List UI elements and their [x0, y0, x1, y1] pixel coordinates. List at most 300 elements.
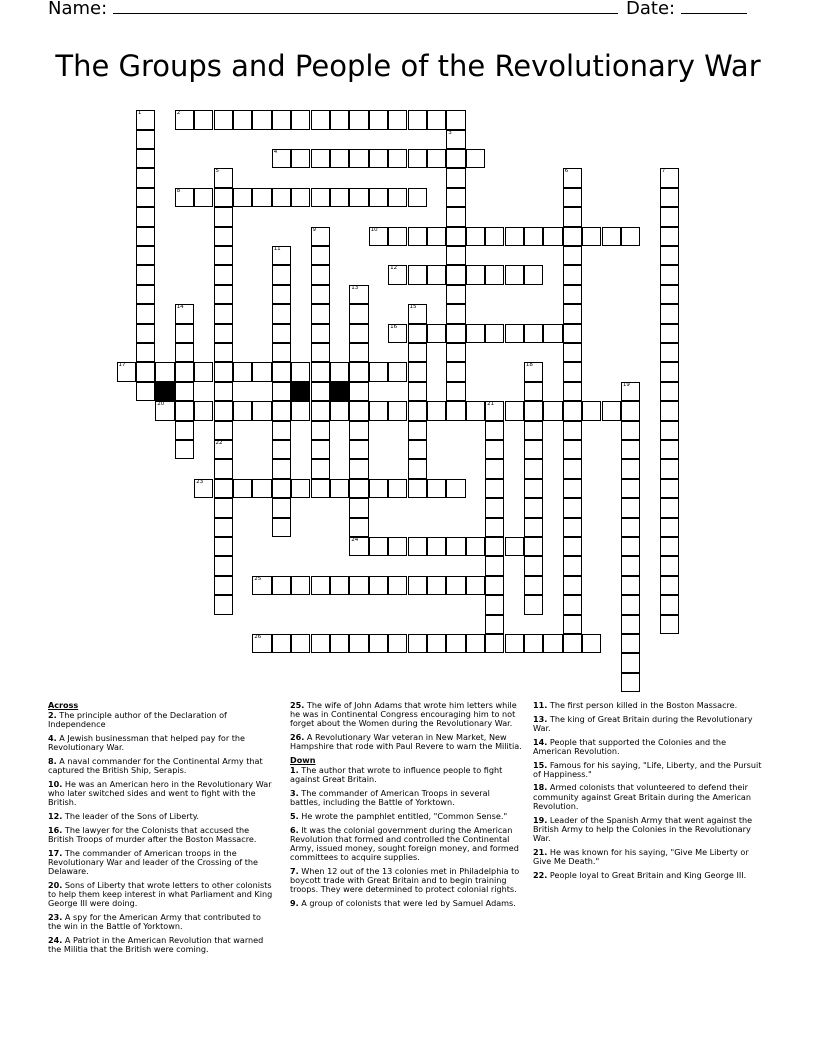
grid-cell[interactable] [136, 246, 155, 265]
grid-cell[interactable] [136, 130, 155, 149]
grid-cell[interactable] [621, 401, 640, 420]
grid-cell[interactable] [136, 324, 155, 343]
name-line[interactable] [113, 0, 618, 14]
grid-cell[interactable] [272, 285, 291, 304]
grid-cell[interactable] [466, 537, 485, 556]
grid-cell[interactable] [349, 362, 368, 381]
grid-cell[interactable] [621, 595, 640, 614]
grid-cell[interactable] [194, 188, 213, 207]
grid-cell[interactable] [272, 304, 291, 323]
grid-cell[interactable] [621, 556, 640, 575]
date-line[interactable] [681, 0, 747, 14]
grid-cell[interactable] [214, 382, 233, 401]
grid-cell[interactable] [349, 479, 368, 498]
grid-cell[interactable] [408, 382, 427, 401]
grid-cell[interactable] [446, 576, 465, 595]
grid-cell[interactable] [136, 110, 155, 129]
grid-cell[interactable] [408, 634, 427, 653]
grid-cell[interactable] [349, 188, 368, 207]
grid-cell[interactable] [272, 324, 291, 343]
grid-cell[interactable] [446, 246, 465, 265]
grid-cell[interactable] [388, 265, 407, 284]
grid-cell[interactable] [349, 285, 368, 304]
grid-cell[interactable] [582, 401, 601, 420]
grid-cell[interactable] [408, 576, 427, 595]
grid-cell[interactable] [446, 362, 465, 381]
grid-cell[interactable] [660, 615, 679, 634]
grid-cell[interactable] [214, 227, 233, 246]
grid-cell[interactable] [388, 576, 407, 595]
grid-cell[interactable] [272, 459, 291, 478]
grid-cell[interactable] [524, 576, 543, 595]
grid-cell[interactable] [446, 479, 465, 498]
grid-cell[interactable] [175, 324, 194, 343]
grid-cell[interactable] [408, 304, 427, 323]
grid-cell[interactable] [621, 421, 640, 440]
grid-cell[interactable] [505, 537, 524, 556]
grid-cell[interactable] [408, 265, 427, 284]
grid-cell[interactable] [505, 634, 524, 653]
grid-cell[interactable] [291, 110, 310, 129]
grid-cell[interactable] [660, 537, 679, 556]
grid-cell[interactable] [311, 459, 330, 478]
grid-cell[interactable] [505, 401, 524, 420]
grid-cell[interactable] [311, 265, 330, 284]
grid-cell[interactable] [485, 615, 504, 634]
grid-cell[interactable] [175, 110, 194, 129]
grid-cell[interactable] [369, 227, 388, 246]
grid-cell[interactable] [252, 188, 271, 207]
grid-cell[interactable] [485, 265, 504, 284]
grid-cell[interactable] [369, 188, 388, 207]
grid-cell[interactable] [466, 149, 485, 168]
grid-cell[interactable] [408, 440, 427, 459]
grid-cell[interactable] [446, 634, 465, 653]
grid-cell[interactable] [330, 479, 349, 498]
grid-cell[interactable] [175, 188, 194, 207]
grid-cell[interactable] [660, 401, 679, 420]
grid-cell[interactable] [524, 401, 543, 420]
grid-cell[interactable] [485, 595, 504, 614]
grid-cell[interactable] [175, 343, 194, 362]
grid-cell[interactable] [660, 343, 679, 362]
grid-cell[interactable] [621, 479, 640, 498]
grid-cell[interactable] [369, 576, 388, 595]
grid-cell[interactable] [349, 421, 368, 440]
grid-cell[interactable] [194, 401, 213, 420]
grid-cell[interactable] [621, 634, 640, 653]
grid-cell[interactable] [136, 362, 155, 381]
grid-cell[interactable] [524, 440, 543, 459]
grid-cell[interactable] [214, 440, 233, 459]
grid-cell[interactable] [660, 421, 679, 440]
grid-cell[interactable] [660, 440, 679, 459]
grid-cell[interactable] [563, 615, 582, 634]
grid-cell[interactable] [563, 343, 582, 362]
grid-cell[interactable] [524, 498, 543, 517]
grid-cell[interactable] [214, 285, 233, 304]
grid-cell[interactable] [136, 285, 155, 304]
grid-cell[interactable] [485, 421, 504, 440]
grid-cell[interactable] [388, 227, 407, 246]
grid-cell[interactable] [311, 110, 330, 129]
grid-cell[interactable] [621, 518, 640, 537]
grid-cell[interactable] [660, 518, 679, 537]
grid-cell[interactable] [466, 401, 485, 420]
grid-cell[interactable] [214, 324, 233, 343]
grid-cell[interactable] [194, 110, 213, 129]
grid-cell[interactable] [155, 401, 174, 420]
grid-cell[interactable] [563, 382, 582, 401]
grid-cell[interactable] [330, 634, 349, 653]
grid-cell[interactable] [524, 518, 543, 537]
grid-cell[interactable] [485, 324, 504, 343]
grid-cell[interactable] [582, 634, 601, 653]
grid-cell[interactable] [175, 421, 194, 440]
grid-cell[interactable] [563, 168, 582, 187]
grid-cell[interactable] [660, 576, 679, 595]
grid-cell[interactable] [291, 401, 310, 420]
grid-cell[interactable] [446, 285, 465, 304]
grid-cell[interactable] [214, 188, 233, 207]
grid-cell[interactable] [330, 401, 349, 420]
grid-cell[interactable] [272, 401, 291, 420]
grid-cell[interactable] [214, 459, 233, 478]
grid-cell[interactable] [388, 362, 407, 381]
grid-cell[interactable] [388, 324, 407, 343]
grid-cell[interactable] [446, 382, 465, 401]
grid-cell[interactable] [214, 421, 233, 440]
grid-cell[interactable] [602, 401, 621, 420]
grid-cell[interactable] [233, 110, 252, 129]
grid-cell[interactable] [524, 537, 543, 556]
grid-cell[interactable] [485, 518, 504, 537]
grid-cell[interactable] [466, 634, 485, 653]
grid-cell[interactable] [563, 479, 582, 498]
grid-cell[interactable] [388, 188, 407, 207]
name-field[interactable] [48, 0, 618, 21]
grid-cell[interactable] [155, 362, 174, 381]
grid-cell[interactable] [349, 537, 368, 556]
grid-cell[interactable] [524, 324, 543, 343]
grid-cell[interactable] [543, 227, 562, 246]
grid-cell[interactable] [349, 382, 368, 401]
grid-cell[interactable] [272, 110, 291, 129]
grid-cell[interactable] [136, 227, 155, 246]
grid-cell[interactable] [272, 634, 291, 653]
grid-cell[interactable] [291, 634, 310, 653]
grid-cell[interactable] [563, 227, 582, 246]
grid-cell[interactable] [505, 324, 524, 343]
grid-cell[interactable] [446, 130, 465, 149]
grid-cell[interactable] [311, 401, 330, 420]
grid-cell[interactable] [524, 556, 543, 575]
grid-cell[interactable] [485, 576, 504, 595]
grid-cell[interactable] [485, 556, 504, 575]
grid-cell[interactable] [660, 595, 679, 614]
grid-cell[interactable] [563, 518, 582, 537]
grid-cell[interactable] [349, 343, 368, 362]
grid-cell[interactable] [252, 479, 271, 498]
grid-cell[interactable] [563, 595, 582, 614]
grid-cell[interactable] [369, 401, 388, 420]
grid-cell[interactable] [349, 576, 368, 595]
grid-cell[interactable] [291, 149, 310, 168]
grid-cell[interactable] [136, 343, 155, 362]
grid-cell[interactable] [311, 285, 330, 304]
grid-cell[interactable] [660, 246, 679, 265]
grid-cell[interactable] [563, 537, 582, 556]
grid-cell[interactable] [660, 362, 679, 381]
grid-cell[interactable] [427, 149, 446, 168]
grid-cell[interactable] [660, 382, 679, 401]
grid-cell[interactable] [214, 343, 233, 362]
grid-cell[interactable] [272, 265, 291, 284]
grid-cell[interactable] [563, 498, 582, 517]
grid-cell[interactable] [214, 576, 233, 595]
grid-cell[interactable] [369, 110, 388, 129]
grid-cell[interactable] [621, 537, 640, 556]
grid-cell[interactable] [214, 498, 233, 517]
grid-cell[interactable] [427, 479, 446, 498]
grid-cell[interactable] [272, 576, 291, 595]
grid-cell[interactable] [563, 207, 582, 226]
grid-cell[interactable] [408, 479, 427, 498]
grid-cell[interactable] [466, 576, 485, 595]
grid-cell[interactable] [311, 343, 330, 362]
grid-cell[interactable] [621, 227, 640, 246]
grid-cell[interactable] [117, 362, 136, 381]
grid-cell[interactable] [621, 653, 640, 672]
grid-cell[interactable] [485, 227, 504, 246]
date-field[interactable] [626, 0, 747, 21]
grid-cell[interactable] [524, 459, 543, 478]
grid-cell[interactable] [660, 227, 679, 246]
grid-cell[interactable] [214, 304, 233, 323]
grid-cell[interactable] [388, 537, 407, 556]
grid-cell[interactable] [408, 227, 427, 246]
grid-cell[interactable] [621, 673, 640, 692]
grid-cell[interactable] [136, 149, 155, 168]
grid-cell[interactable] [408, 188, 427, 207]
grid-cell[interactable] [485, 459, 504, 478]
grid-cell[interactable] [214, 362, 233, 381]
grid-cell[interactable] [272, 479, 291, 498]
grid-cell[interactable] [563, 188, 582, 207]
grid-cell[interactable] [272, 421, 291, 440]
grid-cell[interactable] [252, 576, 271, 595]
grid-cell[interactable] [369, 362, 388, 381]
grid-cell[interactable] [408, 459, 427, 478]
grid-cell[interactable] [349, 149, 368, 168]
grid-cell[interactable] [563, 576, 582, 595]
grid-cell[interactable] [505, 265, 524, 284]
grid-cell[interactable] [563, 246, 582, 265]
grid-cell[interactable] [660, 498, 679, 517]
grid-cell[interactable] [311, 324, 330, 343]
grid-cell[interactable] [466, 227, 485, 246]
grid-cell[interactable] [272, 498, 291, 517]
grid-cell[interactable] [660, 324, 679, 343]
grid-cell[interactable] [272, 343, 291, 362]
grid-cell[interactable] [311, 362, 330, 381]
grid-cell[interactable] [175, 362, 194, 381]
grid-cell[interactable] [660, 265, 679, 284]
grid-cell[interactable] [466, 324, 485, 343]
grid-cell[interactable] [563, 421, 582, 440]
grid-cell[interactable] [408, 362, 427, 381]
grid-cell[interactable] [388, 401, 407, 420]
grid-cell[interactable] [233, 188, 252, 207]
grid-cell[interactable] [388, 634, 407, 653]
grid-cell[interactable] [563, 634, 582, 653]
grid-cell[interactable] [252, 401, 271, 420]
grid-cell[interactable] [485, 537, 504, 556]
grid-cell[interactable] [136, 168, 155, 187]
grid-cell[interactable] [427, 324, 446, 343]
grid-cell[interactable] [311, 440, 330, 459]
grid-cell[interactable] [272, 518, 291, 537]
grid-cell[interactable] [446, 188, 465, 207]
grid-cell[interactable] [349, 110, 368, 129]
grid-cell[interactable] [660, 459, 679, 478]
grid-cell[interactable] [252, 362, 271, 381]
grid-cell[interactable] [136, 188, 155, 207]
grid-cell[interactable] [621, 459, 640, 478]
grid-cell[interactable] [660, 304, 679, 323]
grid-cell[interactable] [175, 382, 194, 401]
grid-cell[interactable] [602, 227, 621, 246]
grid-cell[interactable] [349, 459, 368, 478]
grid-cell[interactable] [408, 149, 427, 168]
grid-cell[interactable] [524, 634, 543, 653]
grid-cell[interactable] [311, 246, 330, 265]
grid-cell[interactable] [349, 401, 368, 420]
grid-cell[interactable] [311, 382, 330, 401]
grid-cell[interactable] [330, 576, 349, 595]
grid-cell[interactable] [524, 227, 543, 246]
grid-cell[interactable] [388, 149, 407, 168]
grid-cell[interactable] [446, 537, 465, 556]
grid-cell[interactable] [543, 401, 562, 420]
grid-cell[interactable] [660, 479, 679, 498]
grid-cell[interactable] [175, 304, 194, 323]
grid-cell[interactable] [311, 188, 330, 207]
grid-cell[interactable] [505, 227, 524, 246]
grid-cell[interactable] [214, 207, 233, 226]
grid-cell[interactable] [311, 149, 330, 168]
grid-cell[interactable] [524, 479, 543, 498]
grid-cell[interactable] [621, 576, 640, 595]
grid-cell[interactable] [291, 479, 310, 498]
grid-cell[interactable] [446, 343, 465, 362]
grid-cell[interactable] [660, 168, 679, 187]
grid-cell[interactable] [427, 227, 446, 246]
grid-cell[interactable] [349, 324, 368, 343]
grid-cell[interactable] [427, 265, 446, 284]
grid-cell[interactable] [621, 440, 640, 459]
grid-cell[interactable] [466, 265, 485, 284]
grid-cell[interactable] [408, 537, 427, 556]
grid-cell[interactable] [291, 188, 310, 207]
grid-cell[interactable] [272, 188, 291, 207]
grid-cell[interactable] [660, 207, 679, 226]
grid-cell[interactable] [408, 110, 427, 129]
grid-cell[interactable] [563, 459, 582, 478]
grid-cell[interactable] [136, 265, 155, 284]
grid-cell[interactable] [175, 401, 194, 420]
grid-cell[interactable] [369, 634, 388, 653]
grid-cell[interactable] [369, 149, 388, 168]
grid-cell[interactable] [369, 479, 388, 498]
grid-cell[interactable] [427, 110, 446, 129]
grid-cell[interactable] [660, 556, 679, 575]
grid-cell[interactable] [349, 518, 368, 537]
grid-cell[interactable] [427, 537, 446, 556]
grid-cell[interactable] [446, 304, 465, 323]
grid-cell[interactable] [660, 188, 679, 207]
grid-cell[interactable] [330, 149, 349, 168]
grid-cell[interactable] [214, 246, 233, 265]
grid-cell[interactable] [446, 265, 465, 284]
grid-cell[interactable] [388, 110, 407, 129]
grid-cell[interactable] [272, 149, 291, 168]
grid-cell[interactable] [311, 421, 330, 440]
grid-cell[interactable] [311, 479, 330, 498]
grid-cell[interactable] [408, 401, 427, 420]
grid-cell[interactable] [563, 556, 582, 575]
grid-cell[interactable] [214, 518, 233, 537]
grid-cell[interactable] [582, 227, 601, 246]
grid-cell[interactable] [485, 634, 504, 653]
grid-cell[interactable] [291, 576, 310, 595]
grid-cell[interactable] [136, 207, 155, 226]
grid-cell[interactable] [621, 498, 640, 517]
grid-cell[interactable] [446, 149, 465, 168]
grid-cell[interactable] [311, 304, 330, 323]
grid-cell[interactable] [388, 479, 407, 498]
grid-cell[interactable] [291, 362, 310, 381]
grid-cell[interactable] [485, 479, 504, 498]
grid-cell[interactable] [524, 362, 543, 381]
grid-cell[interactable] [272, 246, 291, 265]
grid-cell[interactable] [311, 227, 330, 246]
grid-cell[interactable] [446, 168, 465, 187]
grid-cell[interactable] [485, 440, 504, 459]
grid-cell[interactable] [272, 382, 291, 401]
grid-cell[interactable] [563, 285, 582, 304]
grid-cell[interactable] [214, 537, 233, 556]
grid-cell[interactable] [563, 265, 582, 284]
grid-cell[interactable] [524, 421, 543, 440]
grid-cell[interactable] [524, 595, 543, 614]
grid-cell[interactable] [524, 265, 543, 284]
grid-cell[interactable] [194, 479, 213, 498]
grid-cell[interactable] [563, 362, 582, 381]
grid-cell[interactable] [349, 498, 368, 517]
grid-cell[interactable] [485, 401, 504, 420]
grid-cell[interactable] [272, 362, 291, 381]
grid-cell[interactable] [408, 343, 427, 362]
grid-cell[interactable] [272, 440, 291, 459]
grid-cell[interactable] [563, 304, 582, 323]
grid-cell[interactable] [621, 382, 640, 401]
grid-cell[interactable] [349, 634, 368, 653]
grid-cell[interactable] [563, 324, 582, 343]
grid-cell[interactable] [252, 634, 271, 653]
grid-cell[interactable] [563, 401, 582, 420]
grid-cell[interactable] [233, 401, 252, 420]
